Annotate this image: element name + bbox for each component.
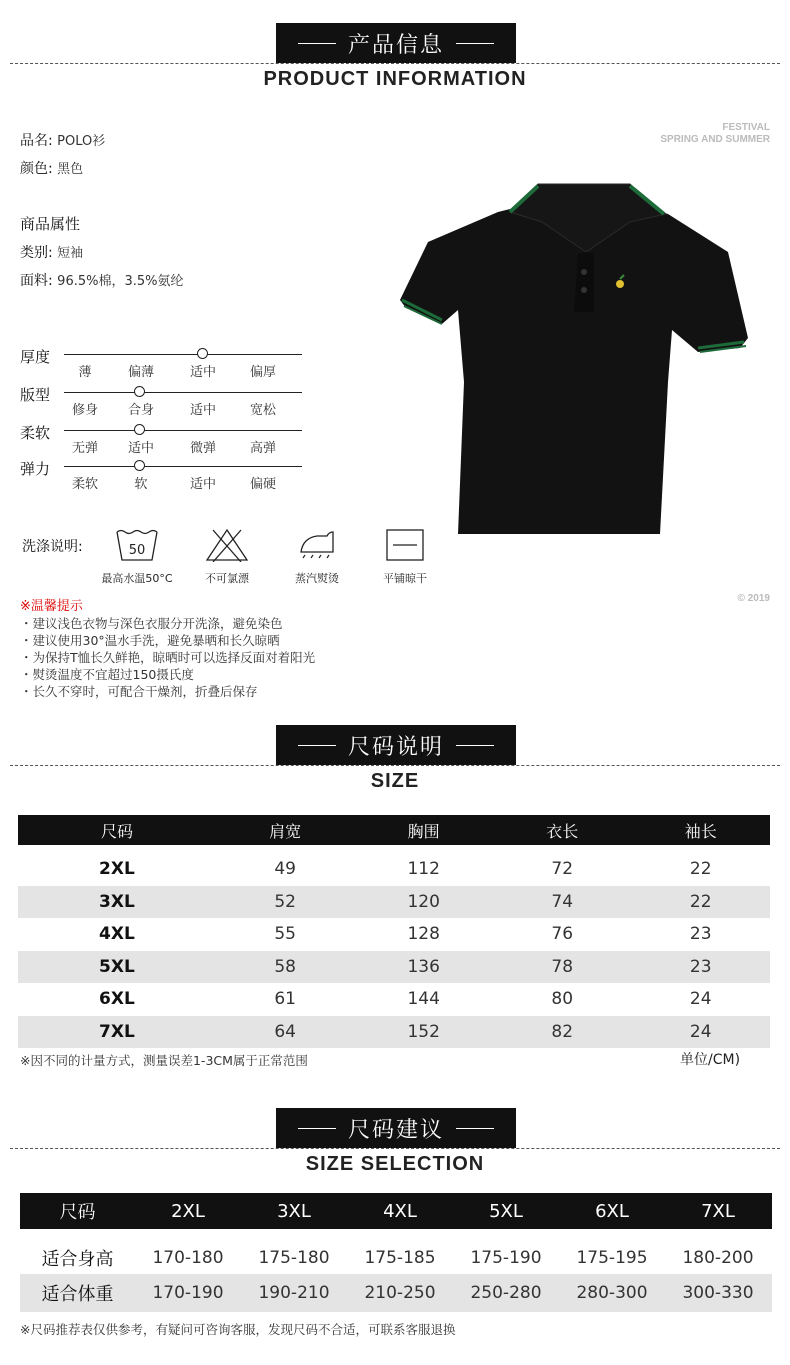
scale-elasticity: 弹力 柔软 软 适中 偏硬 [20, 466, 290, 502]
section-title-en: SIZE SELECTION [305, 1153, 485, 1175]
header-divider [10, 765, 780, 766]
care-tips [20, 598, 315, 700]
product-color: 颜色: 黑色 [20, 161, 84, 177]
scale-marker [197, 348, 208, 359]
scale-marker [134, 386, 145, 397]
selection-note: ※尺码推荐表仅供参考，有疑问可咨询客服，发现尺码不合适，可联系客服退换 [20, 1322, 456, 1337]
festival-tag: FESTIVAL SPRING AND SUMMER [660, 122, 770, 145]
wash-tub-icon [115, 528, 159, 562]
size-selection-table [20, 1193, 772, 1312]
table-row: 适合身高 170-180 175-180 175-185 175-190 175-195 180-200 [41, 1247, 754, 1270]
tip-line: ・建议浅色衣物与深色衣服分开洗涤，避免染色 [20, 616, 283, 631]
tips-title: ※温馨提示 [20, 599, 83, 614]
size-unit: 单位/CM) [680, 1052, 741, 1068]
header-divider [10, 63, 780, 64]
tip-line: ・建议使用30°温水手洗，避免暴晒和长久晾晒 [20, 633, 280, 648]
table-row: 6XL 61 144 80 24 [99, 989, 712, 1010]
attributes-title: 商品属性 [20, 215, 81, 233]
table-row: 2XL 49 112 72 22 [99, 859, 712, 880]
size-table [18, 815, 770, 1048]
table-row: 4XL 55 128 76 23 [99, 924, 712, 945]
product-name: 品名: POLO衫 [20, 133, 106, 149]
section-title-cn: 尺码建议 [347, 1117, 444, 1143]
wash-item: 平铺晾干 [360, 528, 450, 586]
svg-text:50: 50 [128, 543, 146, 558]
polo-shirt-image [398, 182, 770, 538]
dry-flat-icon [385, 528, 425, 562]
scale-marker [134, 460, 145, 471]
section-title-box [276, 1108, 516, 1148]
product-fabric: 面料: 96.5%棉，3.5%氨纶 [20, 273, 184, 289]
section-title-cn: 尺码说明 [347, 734, 444, 760]
no-bleach-icon [205, 528, 249, 562]
table-row: 适合体重 170-190 190-210 210-250 250-280 280-300 300-330 [20, 1274, 772, 1312]
wash-item: 蒸汽熨烫 [272, 528, 362, 586]
scale-marker [134, 424, 145, 435]
tip-line: ・长久不穿时，可配合干燥剂，折叠后保存 [20, 684, 258, 699]
section-title-en: PRODUCT INFORMATION [263, 68, 527, 90]
table-row: 7XL 64 152 82 24 [18, 1016, 770, 1049]
wash-title: 洗涤说明: [22, 539, 83, 555]
header-divider [10, 1148, 780, 1149]
tip-line: ・熨烫温度不宜超过150摄氏度 [20, 667, 194, 682]
scale-softness: 柔软 无弹 适中 微弹 高弹 [20, 430, 290, 466]
table-header: 尺码 肩宽 胸围 衣长 袖长 [18, 815, 770, 845]
section-title-box [276, 23, 516, 63]
section-title-cn: 产品信息 [347, 32, 444, 58]
table-header: 尺码 2XL 3XL 4XL 5XL 6XL 7XL [20, 1193, 772, 1229]
size-note: ※因不同的计量方式，测量误差1-3CM属于正常范围 [20, 1053, 308, 1068]
wash-item: 不可氯漂 [182, 528, 272, 586]
scale-fit: 版型 修身 合身 适中 宽松 [20, 392, 290, 428]
wash-item: 50 最高水温50°C [92, 528, 182, 586]
steam-iron-icon [295, 528, 339, 562]
section-title-en: SIZE [370, 770, 420, 792]
section-title-box [276, 725, 516, 765]
scale-thickness: 厚度 薄 偏薄 适中 偏厚 [20, 354, 290, 390]
copyright: © 2019 [737, 593, 770, 604]
table-row: 3XL 52 120 74 22 [18, 886, 770, 919]
table-row: 5XL 58 136 78 23 [18, 951, 770, 984]
product-type: 类别: 短袖 [20, 245, 84, 261]
tip-line: ・为保持T恤长久鲜艳，晾晒时可以选择反面对着阳光 [20, 650, 316, 665]
